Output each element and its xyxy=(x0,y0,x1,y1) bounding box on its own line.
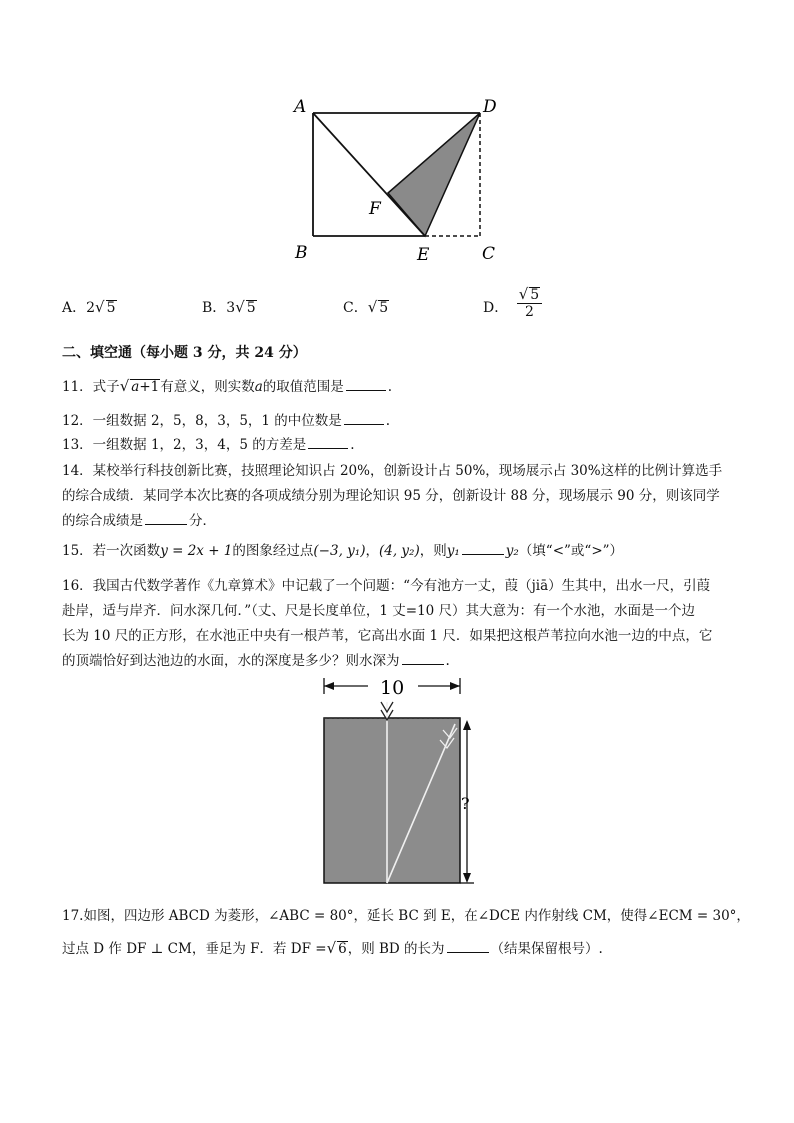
question-16-line-1: 16．我国古代数学著作《九章算术》中记载了一个问题：“今有池方一丈，葭（jiā）生其中，出水一尺，引葭 xyxy=(62,578,711,594)
q11-pre: 11．式子 xyxy=(62,379,120,395)
q15-y2: y₂ xyxy=(505,543,519,559)
label-f: F xyxy=(369,199,381,219)
q17-answer-blank[interactable] xyxy=(447,939,489,953)
question-15 xyxy=(62,539,623,559)
option-b-letter: B． xyxy=(202,300,227,316)
shaded-triangle-dfe xyxy=(388,113,480,236)
pond-reed-figure xyxy=(310,672,490,894)
option-a-letter: A． xyxy=(62,300,87,316)
width-arrowhead-left xyxy=(324,682,334,690)
question-16-line-4 xyxy=(62,649,450,669)
question-17-line-1: 17.如图，四边形 ABCD 为菱形，∠ABC = 80°，延长 BC 到 E，在∠DCE 内作射线 CM，使得∠ECM = 30°， xyxy=(62,908,750,924)
q15-point-1: (−3, y₁) xyxy=(313,543,366,559)
q17-radicand: 6 xyxy=(338,941,347,957)
question-13 xyxy=(62,433,355,453)
option-d-fraction: $\frac{√ 5}{2}$ xyxy=(517,285,542,320)
q12-text: 12．一组数据 2，5，8，3，5，1 的中位数是 xyxy=(62,413,342,429)
label-a: A xyxy=(294,97,307,117)
q14-line3-post: 分． xyxy=(189,513,216,529)
q15-y1: y₁ xyxy=(446,543,460,559)
q11-mid: 有意义，则实数 xyxy=(160,379,255,395)
question-11: 11．式子√ a+1有意义，则实数a的取值范围是 . xyxy=(62,377,393,395)
option-c-radicand: 5 xyxy=(379,300,389,316)
q14-answer-blank[interactable] xyxy=(145,511,187,525)
q11-post: 的取值范围是 xyxy=(262,379,344,395)
depth-arrowhead-top xyxy=(463,720,471,730)
q12-answer-blank[interactable] xyxy=(344,411,384,425)
q11-end: . xyxy=(387,379,393,395)
q11-answer-blank[interactable] xyxy=(346,377,386,391)
q17-line2-post: （结果保留根号）. xyxy=(490,941,603,957)
width-label: 10 xyxy=(380,677,405,699)
label-b: B xyxy=(295,243,308,263)
option-d xyxy=(483,285,542,320)
option-a-radicand: 5 xyxy=(106,300,116,316)
width-arrowhead-right xyxy=(450,682,460,690)
q11-radicand-var: a xyxy=(131,379,140,395)
option-c: C．√ 5 xyxy=(343,298,389,316)
q13-end: . xyxy=(350,437,355,453)
label-c: C xyxy=(482,244,496,264)
label-e: E xyxy=(417,245,430,265)
option-c-letter: C． xyxy=(343,300,368,316)
geometry-figure-rectangle xyxy=(280,88,520,270)
section-2-title: 二、填空通（每小题 3 分，共 24 分） xyxy=(62,345,307,361)
q14-line3-pre: 的综合成绩是 xyxy=(62,513,143,529)
q12-end: . xyxy=(385,413,391,429)
option-b-radicand: 5 xyxy=(246,300,256,316)
q16-line4-pre: 的顶端恰好到达池边的水面，水的深度是多少？则水深为 xyxy=(62,653,400,669)
q11-var: a xyxy=(254,379,263,395)
q15-mid: 的图象经过点 xyxy=(232,543,314,559)
q15-then: ，则 xyxy=(419,543,447,559)
water-body xyxy=(324,718,460,883)
question-14-line-3 xyxy=(62,509,216,529)
option-a: A．2√ 5 xyxy=(62,298,116,316)
q15-point-2: (4, y₂) xyxy=(378,543,420,559)
option-b: B．3√ 5 xyxy=(202,298,256,316)
q13-answer-blank[interactable] xyxy=(308,435,348,449)
question-14-line-2: 的综合成绩．某同学本次比赛的各项成绩分别为理论知识 95 分，创新设计 88 分，现场展示 90 分，则该同学 xyxy=(62,488,720,504)
option-d-numerator: 5 xyxy=(530,287,540,303)
question-12 xyxy=(62,409,390,429)
question-17-line-2: 过点 D 作 DF ⊥ CM，垂足为 F．若 DF =√ 6，则 BD 的长为 （结果保留根号）. xyxy=(62,939,603,957)
q15-post: （填“<”或“>”） xyxy=(518,543,624,559)
question-16-line-2: 赴岸，适与岸齐．问水深几何．”（丈、尺是长度单位，1 丈=10 尺）其大意为：有一个水池，水面是一个边 xyxy=(62,603,696,619)
q17-line2-pre: 过点 D 作 DF ⊥ CM，垂足为 F．若 DF = xyxy=(62,941,327,957)
option-d-letter: D． xyxy=(483,300,509,316)
q15-equation: y = 2x + 1 xyxy=(160,543,233,559)
q15-answer-blank[interactable] xyxy=(462,541,504,555)
question-16-line-3: 长为 10 尺的正方形，在水池正中央有一根芦苇，它高出水面 1 尺．如果把这根芦苇拉向水池一边的中点，它 xyxy=(62,628,713,644)
q13-text: 13．一组数据 1，2，3，4，5 的方差是 xyxy=(62,437,307,453)
depth-arrowhead-bottom xyxy=(463,873,471,883)
q17-line2-mid: ，则 BD 的长为 xyxy=(347,941,445,957)
q15-comma: ， xyxy=(365,543,379,559)
question-14-line-1: 14．某校举行科技创新比赛，技照理论知识占 20%，创新设计占 50%，现场展示占 30%这样的比例计算选手 xyxy=(62,463,723,479)
q16-line4-end: . xyxy=(445,653,450,669)
option-d-denominator: 2 xyxy=(524,304,534,320)
label-d: D xyxy=(483,97,497,117)
q16-answer-blank[interactable] xyxy=(402,651,444,665)
option-b-coef: 3 xyxy=(226,300,236,316)
option-a-coef: 2 xyxy=(86,300,96,316)
depth-label: ? xyxy=(461,794,470,813)
q11-radicand-rest: +1 xyxy=(139,379,160,395)
q15-pre: 15．若一次函数 xyxy=(62,543,161,559)
